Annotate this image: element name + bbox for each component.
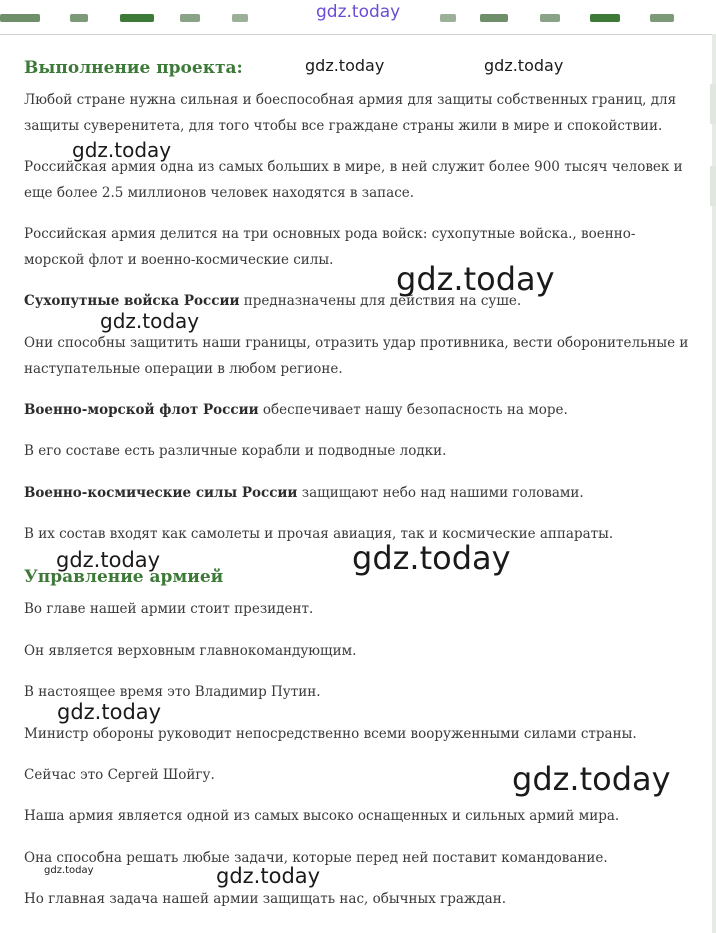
site-logo[interactable]: gdz.today <box>316 2 401 22</box>
paragraph-text: В его составе есть различные корабли и подводные лодки. <box>24 443 447 459</box>
paragraph-text: Российская армия одна из самых больших в мире, в ней служит более 900 тысяч человек и еще более 2.5 миллионов человек находятся в запасе. <box>24 159 683 201</box>
paragraph <box>24 330 694 382</box>
paragraph <box>24 397 694 423</box>
paragraph-text: Любой стране нужна сильная и боеспособная армия для защиты собственных границ, для защиты суверенитета, для того чтобы все граждане страны жили в мире и спокойствии. <box>24 92 677 134</box>
right-rail-marker <box>710 166 716 206</box>
watermark: gdz.today <box>305 56 385 75</box>
paragraph-text: Министр обороны руководит непосредственно всеми вооруженными силами страны. <box>24 726 637 742</box>
watermark: gdz.today <box>352 539 511 577</box>
right-rail-marker <box>710 84 716 124</box>
paragraph-text: Но главная задача нашей армии защищать нас, обычных граждан. <box>24 891 506 907</box>
watermark: gdz.today <box>57 700 162 724</box>
paragraph-bold-term: Сухопутные войска России <box>24 293 240 309</box>
paragraph-text: Во главе нашей армии стоит президент. <box>24 601 314 617</box>
watermark: gdz.today <box>100 309 200 333</box>
paragraph <box>24 845 694 871</box>
section-heading-army-command: Управление армией <box>24 567 224 587</box>
paragraph <box>24 596 694 622</box>
paragraph <box>24 886 694 912</box>
watermark: gdz.today <box>512 760 671 798</box>
nav-strip <box>0 14 716 22</box>
paragraph <box>24 762 694 788</box>
paragraph-text: В настоящее время это Владимир Путин. <box>24 684 321 700</box>
paragraph-text: Наша армия является одной из самых высоко оснащенных и сильных армий мира. <box>24 808 620 824</box>
site-header <box>0 0 716 34</box>
paragraph <box>24 87 694 139</box>
watermark: gdz.today <box>216 864 321 888</box>
paragraph-bold-term: Военно-космические силы России <box>24 485 298 501</box>
paragraph-text: Сейчас это Сергей Шойгу. <box>24 767 215 783</box>
paragraph <box>24 438 694 464</box>
paragraph-text: Российская армия делится на три основных рода войск: сухопутные войска., военно-морской флот и военно-космические силы. <box>24 226 636 268</box>
paragraph <box>24 679 694 705</box>
section-heading-project: Выполнение проекта: <box>24 58 243 78</box>
paragraph <box>24 154 694 206</box>
paragraph <box>24 521 694 547</box>
watermark: gdz.today <box>396 260 555 298</box>
watermark: gdz.today <box>44 865 94 876</box>
paragraph <box>24 638 694 664</box>
paragraph-text: Она способна решать любые задачи, которые перед ней поставит командование. <box>24 850 608 866</box>
paragraph-text: предназначены для действия на суше. <box>239 293 522 309</box>
watermark: gdz.today <box>72 138 172 162</box>
paragraph <box>24 480 694 506</box>
paragraph-text: Они способны защитить наши границы, отразить удар противника, вести оборонительные и наступательные операции в любом регионе. <box>24 335 689 377</box>
paragraph-bold-term: Военно-морской флот России <box>24 402 259 418</box>
header-divider <box>0 34 716 35</box>
paragraph <box>24 803 694 829</box>
watermark: gdz.today <box>484 56 564 75</box>
paragraph-text: Он является верховным главнокомандующим. <box>24 643 357 659</box>
watermark: gdz.today <box>56 548 161 572</box>
paragraph-text: В их состав входят как самолеты и прочая авиация, так и космические аппараты. <box>24 526 614 542</box>
paragraph <box>24 221 694 273</box>
paragraph-text: обеспечивает нашу безопасность на море. <box>258 402 568 418</box>
paragraph-text: защищают небо над нашими головами. <box>297 485 584 501</box>
paragraph <box>24 288 694 314</box>
paragraph <box>24 721 694 747</box>
